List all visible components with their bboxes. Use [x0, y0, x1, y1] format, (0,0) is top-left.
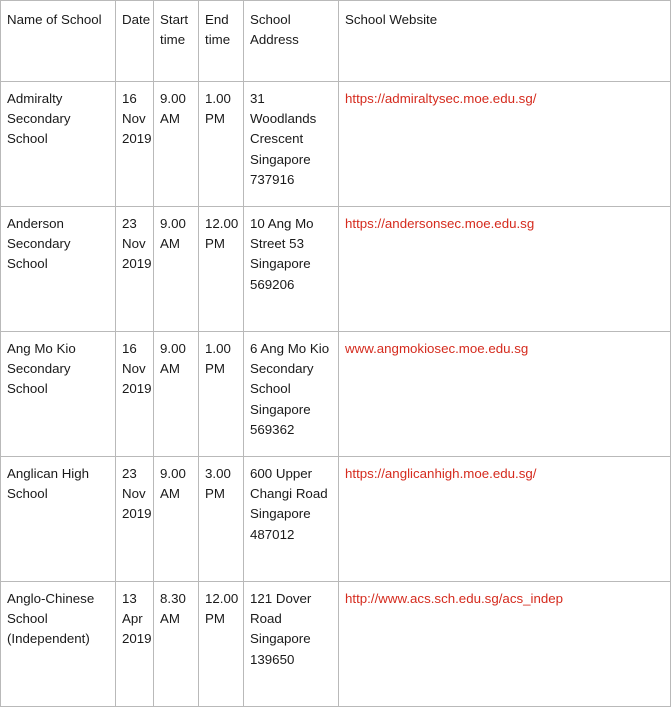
cell-school-name: Anderson Secondary School — [1, 207, 116, 332]
table-row — [1, 457, 671, 582]
school-website-link[interactable]: http://www.acs.sch.edu.sg/acs_indep — [345, 591, 564, 606]
column-header-school-website: School Website — [339, 1, 671, 82]
cell-school-name: Anglo-Chinese School (Independent) — [1, 582, 116, 707]
school-website-link[interactable]: www.angmokiosec.moe.edu.sg — [345, 341, 529, 356]
cell-school-name: Ang Mo Kio Secondary School — [1, 332, 116, 457]
cell-school-website — [339, 82, 671, 207]
cell-date: 16 Nov 2019 — [116, 332, 154, 457]
table-header-row — [1, 1, 671, 82]
cell-school-address: 6 Ang Mo Kio Secondary School Singapore 569362 — [244, 332, 339, 457]
school-website-link[interactable]: https://andersonsec.moe.edu.sg — [345, 216, 535, 231]
column-header-end-time: End time — [199, 1, 244, 82]
cell-start-time: 9.00 AM — [154, 332, 199, 457]
cell-start-time: 8.30 AM — [154, 582, 199, 707]
cell-end-time: 12.00 PM — [199, 582, 244, 707]
table-row — [1, 332, 671, 457]
table-body — [1, 82, 671, 707]
cell-school-name: Admiralty Secondary School — [1, 82, 116, 207]
column-header-date: Date — [116, 1, 154, 82]
cell-school-website — [339, 207, 671, 332]
cell-school-website — [339, 457, 671, 582]
cell-date: 16 Nov 2019 — [116, 82, 154, 207]
school-website-link[interactable]: https://admiraltysec.moe.edu.sg/ — [345, 91, 537, 106]
table-row — [1, 82, 671, 207]
cell-start-time: 9.00 AM — [154, 82, 199, 207]
column-header-school-address: School Address — [244, 1, 339, 82]
cell-start-time: 9.00 AM — [154, 207, 199, 332]
column-header-name-of-school: Name of School — [1, 1, 116, 82]
cell-date: 23 Nov 2019 — [116, 457, 154, 582]
cell-school-website — [339, 332, 671, 457]
cell-date: 13 Apr 2019 — [116, 582, 154, 707]
cell-school-address: 600 Upper Changi Road Singapore 487012 — [244, 457, 339, 582]
cell-end-time: 1.00 PM — [199, 332, 244, 457]
cell-school-address: 31 Woodlands Crescent Singapore 737916 — [244, 82, 339, 207]
cell-date: 23 Nov 2019 — [116, 207, 154, 332]
table-row — [1, 207, 671, 332]
table-row — [1, 582, 671, 707]
table-header — [1, 1, 671, 82]
cell-school-name: Anglican High School — [1, 457, 116, 582]
cell-school-address: 121 Dover Road Singapore 139650 — [244, 582, 339, 707]
cell-school-website — [339, 582, 671, 707]
column-header-start-time: Start time — [154, 1, 199, 82]
cell-end-time: 3.00 PM — [199, 457, 244, 582]
cell-end-time: 1.00 PM — [199, 82, 244, 207]
cell-school-address: 10 Ang Mo Street 53 Singapore 569206 — [244, 207, 339, 332]
cell-start-time: 9.00 AM — [154, 457, 199, 582]
cell-end-time: 12.00 PM — [199, 207, 244, 332]
school-website-link[interactable]: https://anglicanhigh.moe.edu.sg/ — [345, 466, 537, 481]
